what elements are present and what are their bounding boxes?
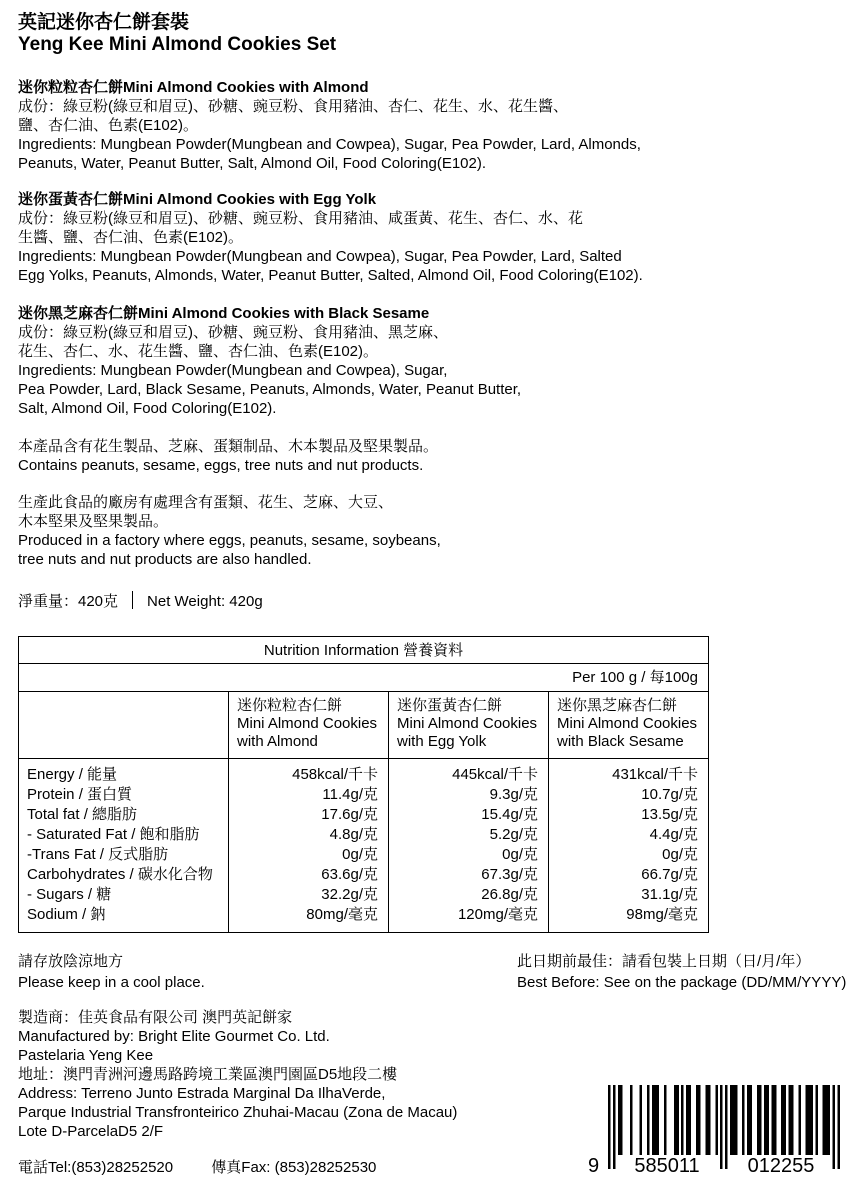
nutrition-table-title: Nutrition Information 營養資料 bbox=[19, 637, 709, 664]
nutrient-value: 31.1g/克 bbox=[641, 886, 698, 903]
ingredients-zh-line: 生醬、鹽、杏仁油、色素(E102)。 bbox=[18, 229, 244, 246]
storage-note-en: Please keep in a cool place. bbox=[18, 974, 205, 991]
column-header-zh: 迷你蛋黃杏仁餅 bbox=[397, 697, 503, 714]
ingredients-en-line: Salt, Almond Oil, Food Coloring(E102). bbox=[18, 400, 277, 417]
nutrition-per-100g: Per 100 g / 每100g bbox=[19, 664, 709, 692]
nutrition-values-almond bbox=[229, 759, 389, 933]
allergen-factory bbox=[18, 493, 441, 569]
nutrient-label: Sodium / 鈉 bbox=[27, 906, 106, 923]
product-section-almond bbox=[18, 78, 641, 173]
best-before-zh: 此日期前最佳：請看包裝上日期（日/月/年） bbox=[517, 953, 811, 970]
allergen-contains-en: Contains peanuts, sesame, eggs, tree nuts and nut products. bbox=[18, 457, 424, 474]
barcode-group1: 585011 bbox=[616, 1155, 718, 1178]
nutrition-values-black-sesame bbox=[549, 759, 709, 933]
ingredients-en-line: Ingredients: Mungbean Powder(Mungbean and Cowpea), Sugar, Pea Powder, Lard, Salted bbox=[18, 248, 622, 265]
best-before bbox=[517, 951, 846, 993]
nutrient-value: 13.5g/克 bbox=[641, 806, 698, 823]
barcode-group2: 012255 bbox=[730, 1155, 832, 1178]
page-title-zh: 英記迷你杏仁餅套裝 bbox=[18, 12, 190, 33]
address-line: Address: Terreno Junto Estrada Marginal Da IlhaVerde, bbox=[18, 1085, 386, 1102]
allergen-factory-en-line: tree nuts and nut products are also handled. bbox=[18, 551, 312, 568]
nutrition-header-egg-yolk bbox=[389, 692, 549, 759]
nutrient-label: -Trans Fat / 反式脂肪 bbox=[27, 846, 169, 863]
manufacturer-line: Manufactured by: Bright Elite Gourmet Co. Ltd. bbox=[18, 1028, 330, 1045]
nutrient-value: 80mg/毫克 bbox=[306, 906, 378, 923]
nutrient-value: 445kcal/千卡 bbox=[452, 766, 538, 783]
nutrient-value: 17.6g/克 bbox=[321, 806, 378, 823]
nutrition-header-blank bbox=[19, 692, 229, 759]
nutrient-value: 63.6g/克 bbox=[321, 866, 378, 883]
manufacturer-line: 製造商：佳英食品有限公司 澳門英記餅家 bbox=[18, 1009, 293, 1026]
nutrient-label: Carbohydrates / 碳水化合物 bbox=[27, 866, 213, 883]
fax-number: 傳真Fax: (853)28252530 bbox=[211, 1159, 377, 1176]
column-header-zh: 迷你黑芝麻杏仁餅 bbox=[557, 697, 678, 714]
ingredients-en-line: Ingredients: Mungbean Powder(Mungbean and Cowpea), Sugar, Pea Powder, Lard, Almonds, bbox=[18, 136, 641, 153]
nutrient-value: 98mg/毫克 bbox=[626, 906, 698, 923]
allergen-contains-zh: 本產品含有花生製品、芝麻、蛋類制品、木本製品及堅果製品。 bbox=[18, 438, 439, 455]
product-heading: 迷你粒粒杏仁餅Mini Almond Cookies with Almond bbox=[18, 79, 369, 96]
nutrient-value: 10.7g/克 bbox=[641, 786, 698, 803]
phone-number: 電話Tel:(853)28252520 bbox=[18, 1159, 174, 1176]
ingredients-zh-line: 鹽、杏仁油、色素(E102)。 bbox=[18, 117, 199, 134]
column-header-en: Mini Almond Cookies bbox=[237, 715, 378, 732]
nutrient-value: 15.4g/克 bbox=[481, 806, 538, 823]
manufacturer-block bbox=[18, 1008, 457, 1141]
ean13-barcode bbox=[588, 1085, 844, 1181]
nutrient-value: 120mg/毫克 bbox=[457, 906, 538, 923]
allergen-contains bbox=[18, 437, 438, 475]
nutrient-value: 4.4g/克 bbox=[649, 826, 698, 843]
nutrient-value: 431kcal/千卡 bbox=[612, 766, 698, 783]
product-heading: 迷你蛋黃杏仁餅Mini Almond Cookies with Egg Yolk bbox=[18, 191, 377, 208]
nutrient-value: 26.8g/克 bbox=[481, 886, 538, 903]
ingredients-zh-line: 成份：綠豆粉(綠豆和眉豆)、砂糖、豌豆粉、食用豬油、黑芝麻、 bbox=[18, 324, 448, 341]
address-line: 地址：澳門青洲河邊馬路跨境工業區澳門園區D5地段二樓 bbox=[18, 1066, 398, 1083]
nutrient-value: 66.7g/克 bbox=[641, 866, 698, 883]
nutrition-header-black-sesame bbox=[549, 692, 709, 759]
net-weight-divider bbox=[132, 591, 133, 609]
barcode-digit-system: 9 bbox=[588, 1155, 606, 1178]
nutrient-value: 0g/克 bbox=[342, 846, 378, 863]
nutrient-value: 9.3g/克 bbox=[489, 786, 538, 803]
nutrient-value: 67.3g/克 bbox=[481, 866, 538, 883]
nutrient-value: 11.4g/克 bbox=[322, 786, 378, 803]
allergen-factory-en-line: Produced in a factory where eggs, peanuts, sesame, soybeans, bbox=[18, 532, 441, 549]
nutrient-value: 0g/克 bbox=[502, 846, 538, 863]
nutrient-value: 5.2g/克 bbox=[489, 826, 538, 843]
nutrient-label: Energy / 能量 bbox=[27, 766, 118, 783]
allergen-factory-zh-line: 生產此食品的廠房有處理含有蛋類、花生、芝麻、大豆、 bbox=[18, 494, 394, 511]
column-header-en: with Egg Yolk bbox=[397, 733, 487, 750]
column-header-en: Mini Almond Cookies bbox=[557, 715, 698, 732]
nutrition-table bbox=[18, 636, 709, 933]
nutrition-labels-column bbox=[19, 759, 229, 933]
ingredients-en-line: Ingredients: Mungbean Powder(Mungbean and Cowpea), Sugar, bbox=[18, 362, 448, 379]
ingredients-zh-line: 成份：綠豆粉(綠豆和眉豆)、砂糖、豌豆粉、食用豬油、杏仁、花生、水、花生醬、 bbox=[18, 98, 568, 115]
nutrition-values-egg-yolk bbox=[389, 759, 549, 933]
net-weight-en: Net Weight: 420g bbox=[147, 593, 263, 610]
product-section-egg-yolk bbox=[18, 190, 643, 285]
net-weight-zh: 淨重量：420克 bbox=[18, 593, 119, 610]
page-title bbox=[18, 12, 336, 56]
ingredients-zh-line: 成份：綠豆粉(綠豆和眉豆)、砂糖、豌豆粉、食用豬油、咸蛋黃、花生、杏仁、水、花 bbox=[18, 210, 583, 227]
nutrient-label: Protein / 蛋白質 bbox=[27, 786, 133, 803]
nutrient-value: 4.8g/克 bbox=[329, 826, 378, 843]
storage-note bbox=[18, 951, 205, 993]
nutrient-label: - Saturated Fat / 飽和脂肪 bbox=[27, 826, 200, 843]
page-title-en: Yeng Kee Mini Almond Cookies Set bbox=[18, 34, 337, 55]
manufacturer-line: Pastelaria Yeng Kee bbox=[18, 1047, 154, 1064]
contact-row bbox=[18, 1158, 376, 1177]
best-before-en: Best Before: See on the package (DD/MM/YYYY) bbox=[517, 974, 847, 991]
address-line: Lote D-ParcelaD5 2/F bbox=[18, 1123, 164, 1140]
storage-note-zh: 請存放陰涼地方 bbox=[18, 953, 124, 970]
address-line: Parque Industrial Transfronteirico Zhuhai-Macau (Zona de Macau) bbox=[18, 1104, 458, 1121]
ingredients-en-line: Peanuts, Water, Peanut Butter, Salt, Almond Oil, Food Coloring(E102). bbox=[18, 155, 487, 172]
product-section-black-sesame bbox=[18, 304, 521, 418]
ingredients-zh-line: 花生、杏仁、水、花生醬、鹽、杏仁油、色素(E102)。 bbox=[18, 343, 379, 360]
column-header-zh: 迷你粒粒杏仁餅 bbox=[237, 697, 343, 714]
nutrient-label: Total fat / 總脂肪 bbox=[27, 806, 138, 823]
nutrition-header-almond bbox=[229, 692, 389, 759]
column-header-en: Mini Almond Cookies bbox=[397, 715, 538, 732]
ingredients-en-line: Pea Powder, Lard, Black Sesame, Peanuts, Almonds, Water, Peanut Butter, bbox=[18, 381, 522, 398]
product-heading: 迷你黑芝麻杏仁餅Mini Almond Cookies with Black Sesame bbox=[18, 305, 430, 322]
nutrient-value: 458kcal/千卡 bbox=[292, 766, 378, 783]
net-weight bbox=[18, 590, 263, 611]
allergen-factory-zh-line: 木本堅果及堅果製品。 bbox=[18, 513, 169, 530]
nutrient-value: 0g/克 bbox=[662, 846, 698, 863]
ingredients-en-line: Egg Yolks, Peanuts, Almonds, Water, Peanut Butter, Salted, Almond Oil, Food Coloring(E102). bbox=[18, 267, 643, 284]
column-header-en: with Almond bbox=[237, 733, 318, 750]
nutrient-value: 32.2g/克 bbox=[321, 886, 378, 903]
nutrient-label: - Sugars / 糖 bbox=[27, 886, 112, 903]
column-header-en: with Black Sesame bbox=[557, 733, 684, 750]
